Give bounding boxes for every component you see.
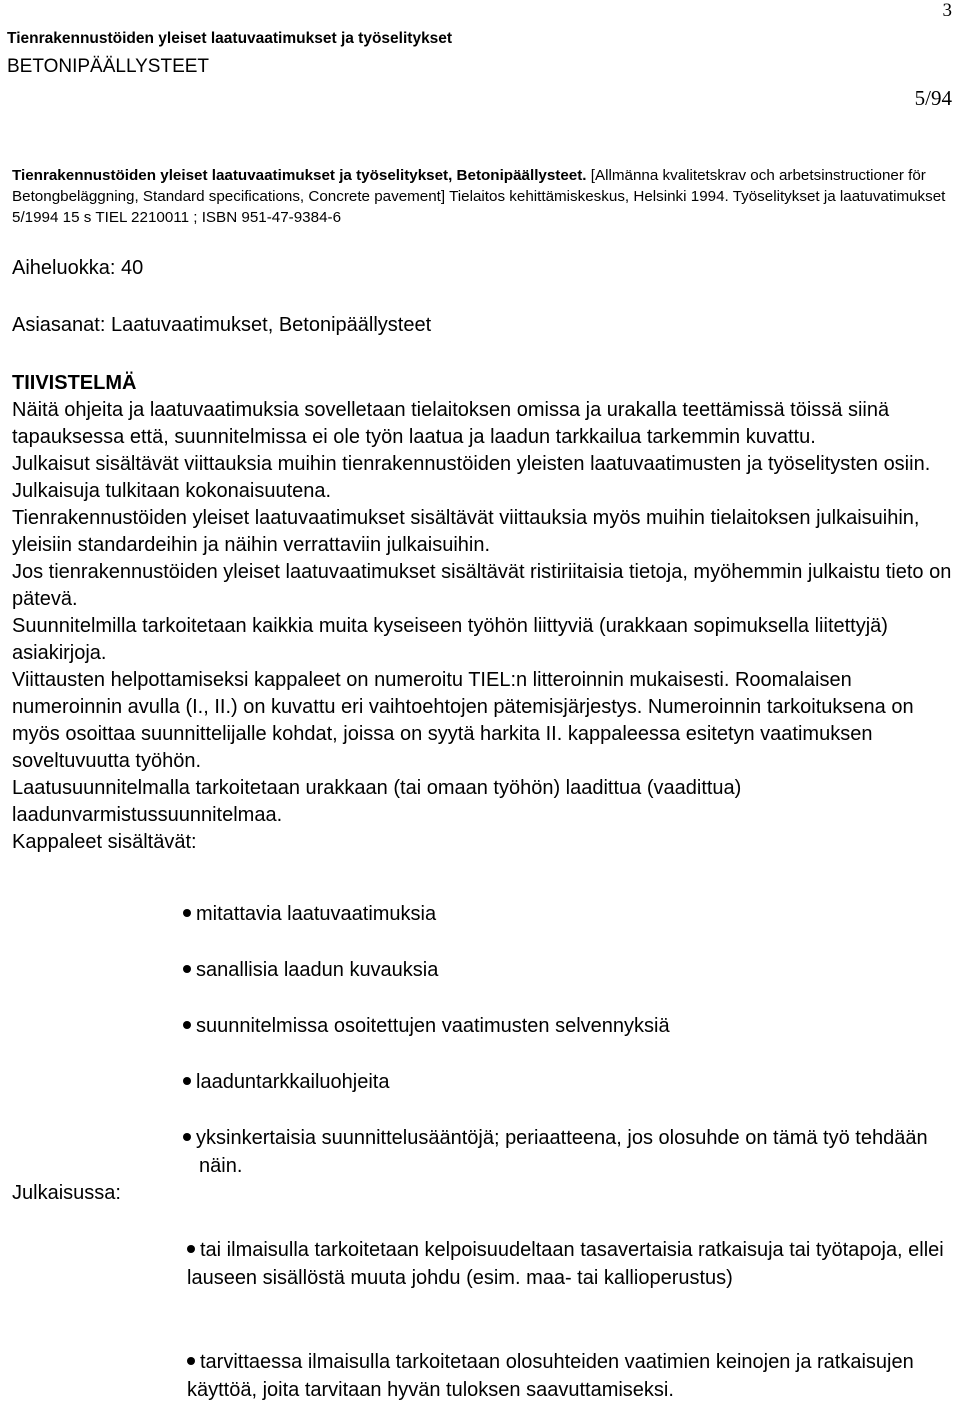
paragraph: Kappaleet sisältävät: [12, 831, 197, 853]
list-item: laaduntarkkailuohjeita [183, 1069, 953, 1097]
reference-title: Tienrakennustöiden yleiset laatuvaatimukset ja työselitykset, Betonipäällysteet. [12, 167, 587, 184]
asiasanat: Asiasanat: Laatuvaatimukset, Betonipäällysteet [12, 314, 432, 336]
paragraph: Laatusuunnitelmalla tarkoitetaan urakkaan (tai omaan työhön) laadittua (vaadittua) laadunvarmistussuunnitelmaa. [12, 777, 742, 826]
bullet-icon [183, 965, 191, 973]
bullet-icon [183, 1077, 191, 1085]
bibliographic-reference [12, 165, 957, 228]
paragraph: Jos tienrakennustöiden yleiset laatuvaatimukset sisältävät ristiriitaisia tietoja, myöhemmin julkaistu tieto on pätevä. [12, 561, 952, 610]
aiheluokka: Aiheluokka: 40 [12, 257, 144, 279]
paragraph: Näitä ohjeita ja laatuvaatimuksia sovelletaan tielaitoksen omissa ja urakalla teettämissä töissä siinä tapauksessa että, suunnitelmissa ei ole työn laatua ja laadun tarkkailua tarkemmin kuvattu. [12, 399, 890, 448]
paragraph: Julkaisut sisältävät viittauksia muihin tienrakennustöiden yleisten laatuvaatimusten ja työselitysten osiin. Julkaisuja tulkitaan kokonaisuutena. [12, 453, 931, 502]
abstract-body [12, 397, 957, 856]
julkaisussa-label: Julkaisussa: [12, 1182, 121, 1204]
page-counter: 5/94 [914, 86, 952, 110]
bullet-icon [183, 1133, 191, 1141]
tiivistelma-heading: TIIVISTELMÄ [12, 372, 137, 394]
bullet-icon [183, 909, 191, 917]
list-item: yksinkertaisia suunnittelusääntöjä; periaatteena, jos olosuhde on tämä työ tehdään näin. [183, 1125, 960, 1180]
paragraph: Viittausten helpottamiseksi kappaleet on numeroitu TIEL:n litteroinnin mukaisesti. Roomalaisen numeroinnin avulla (I., II.) on kuvattu eri vaihtoehtojen pätemisjärjestys. Numeroinnin tarkoituksena on myös osoittaa suunnittelijalle kohdat, joissa on syytä harkita II. kappaleessa esitetyn vaatimuksen soveltuvuutta työhön. [12, 669, 914, 772]
list-item: sanallisia laadun kuvauksia [183, 957, 953, 985]
reference-details: [Allmänna kvalitetskrav och arbetsinstructioner för Betongbeläggning, Standard specifications, Concrete pavement] Tielaitos kehittämiskeskus, Helsinki 1994. Työselitykset ja laatuvatimukset 5/1994 15 s TIEL 2210011 ; ISBN 951-47-9384-6 [12, 167, 946, 226]
paragraph: Tienrakennustöiden yleiset laatuvaatimukset sisältävät viittauksia myös muihin tielaitoksen julkaisuihin, yleisiin standardeihin ja näihin verrattaviin julkaisuihin. [12, 507, 920, 556]
running-header-subtitle: BETONIPÄÄLLYSTEET [7, 56, 210, 77]
list-item: tarvittaessa ilmaisulla tarkoitetaan olosuhteiden vaatimien keinojen ja ratkaisujen käyttöä, joita tarvitaan hyvän tuloksen saavuttamiseksi. [187, 1351, 914, 1401]
bullet-icon [187, 1357, 195, 1365]
running-header-title: Tienrakennustöiden yleiset laatuvaatimukset ja työselitykset [7, 30, 453, 47]
list-item: tai ilmaisulla tarkoitetaan kelpoisuudeltaan tasavertaisia ratkaisuja tai työtapoja, ellei lauseen sisällöstä muuta johdu (esim. maa- tai kallioperustus) [187, 1239, 944, 1289]
list-item: mitattavia laatuvaatimuksia [183, 901, 953, 929]
page-number: 3 [942, 0, 952, 21]
bullet-icon [187, 1245, 195, 1253]
bullet-icon [183, 1021, 191, 1029]
paragraph: Suunnitelmilla tarkoitetaan kaikkia muita kyseiseen työhön liittyviä (urakkaan sopimuksella liitettyjä) asiakirjoja. [12, 615, 888, 664]
list-item: suunnitelmissa osoitettujen vaatimusten selvennyksiä [183, 1013, 953, 1041]
